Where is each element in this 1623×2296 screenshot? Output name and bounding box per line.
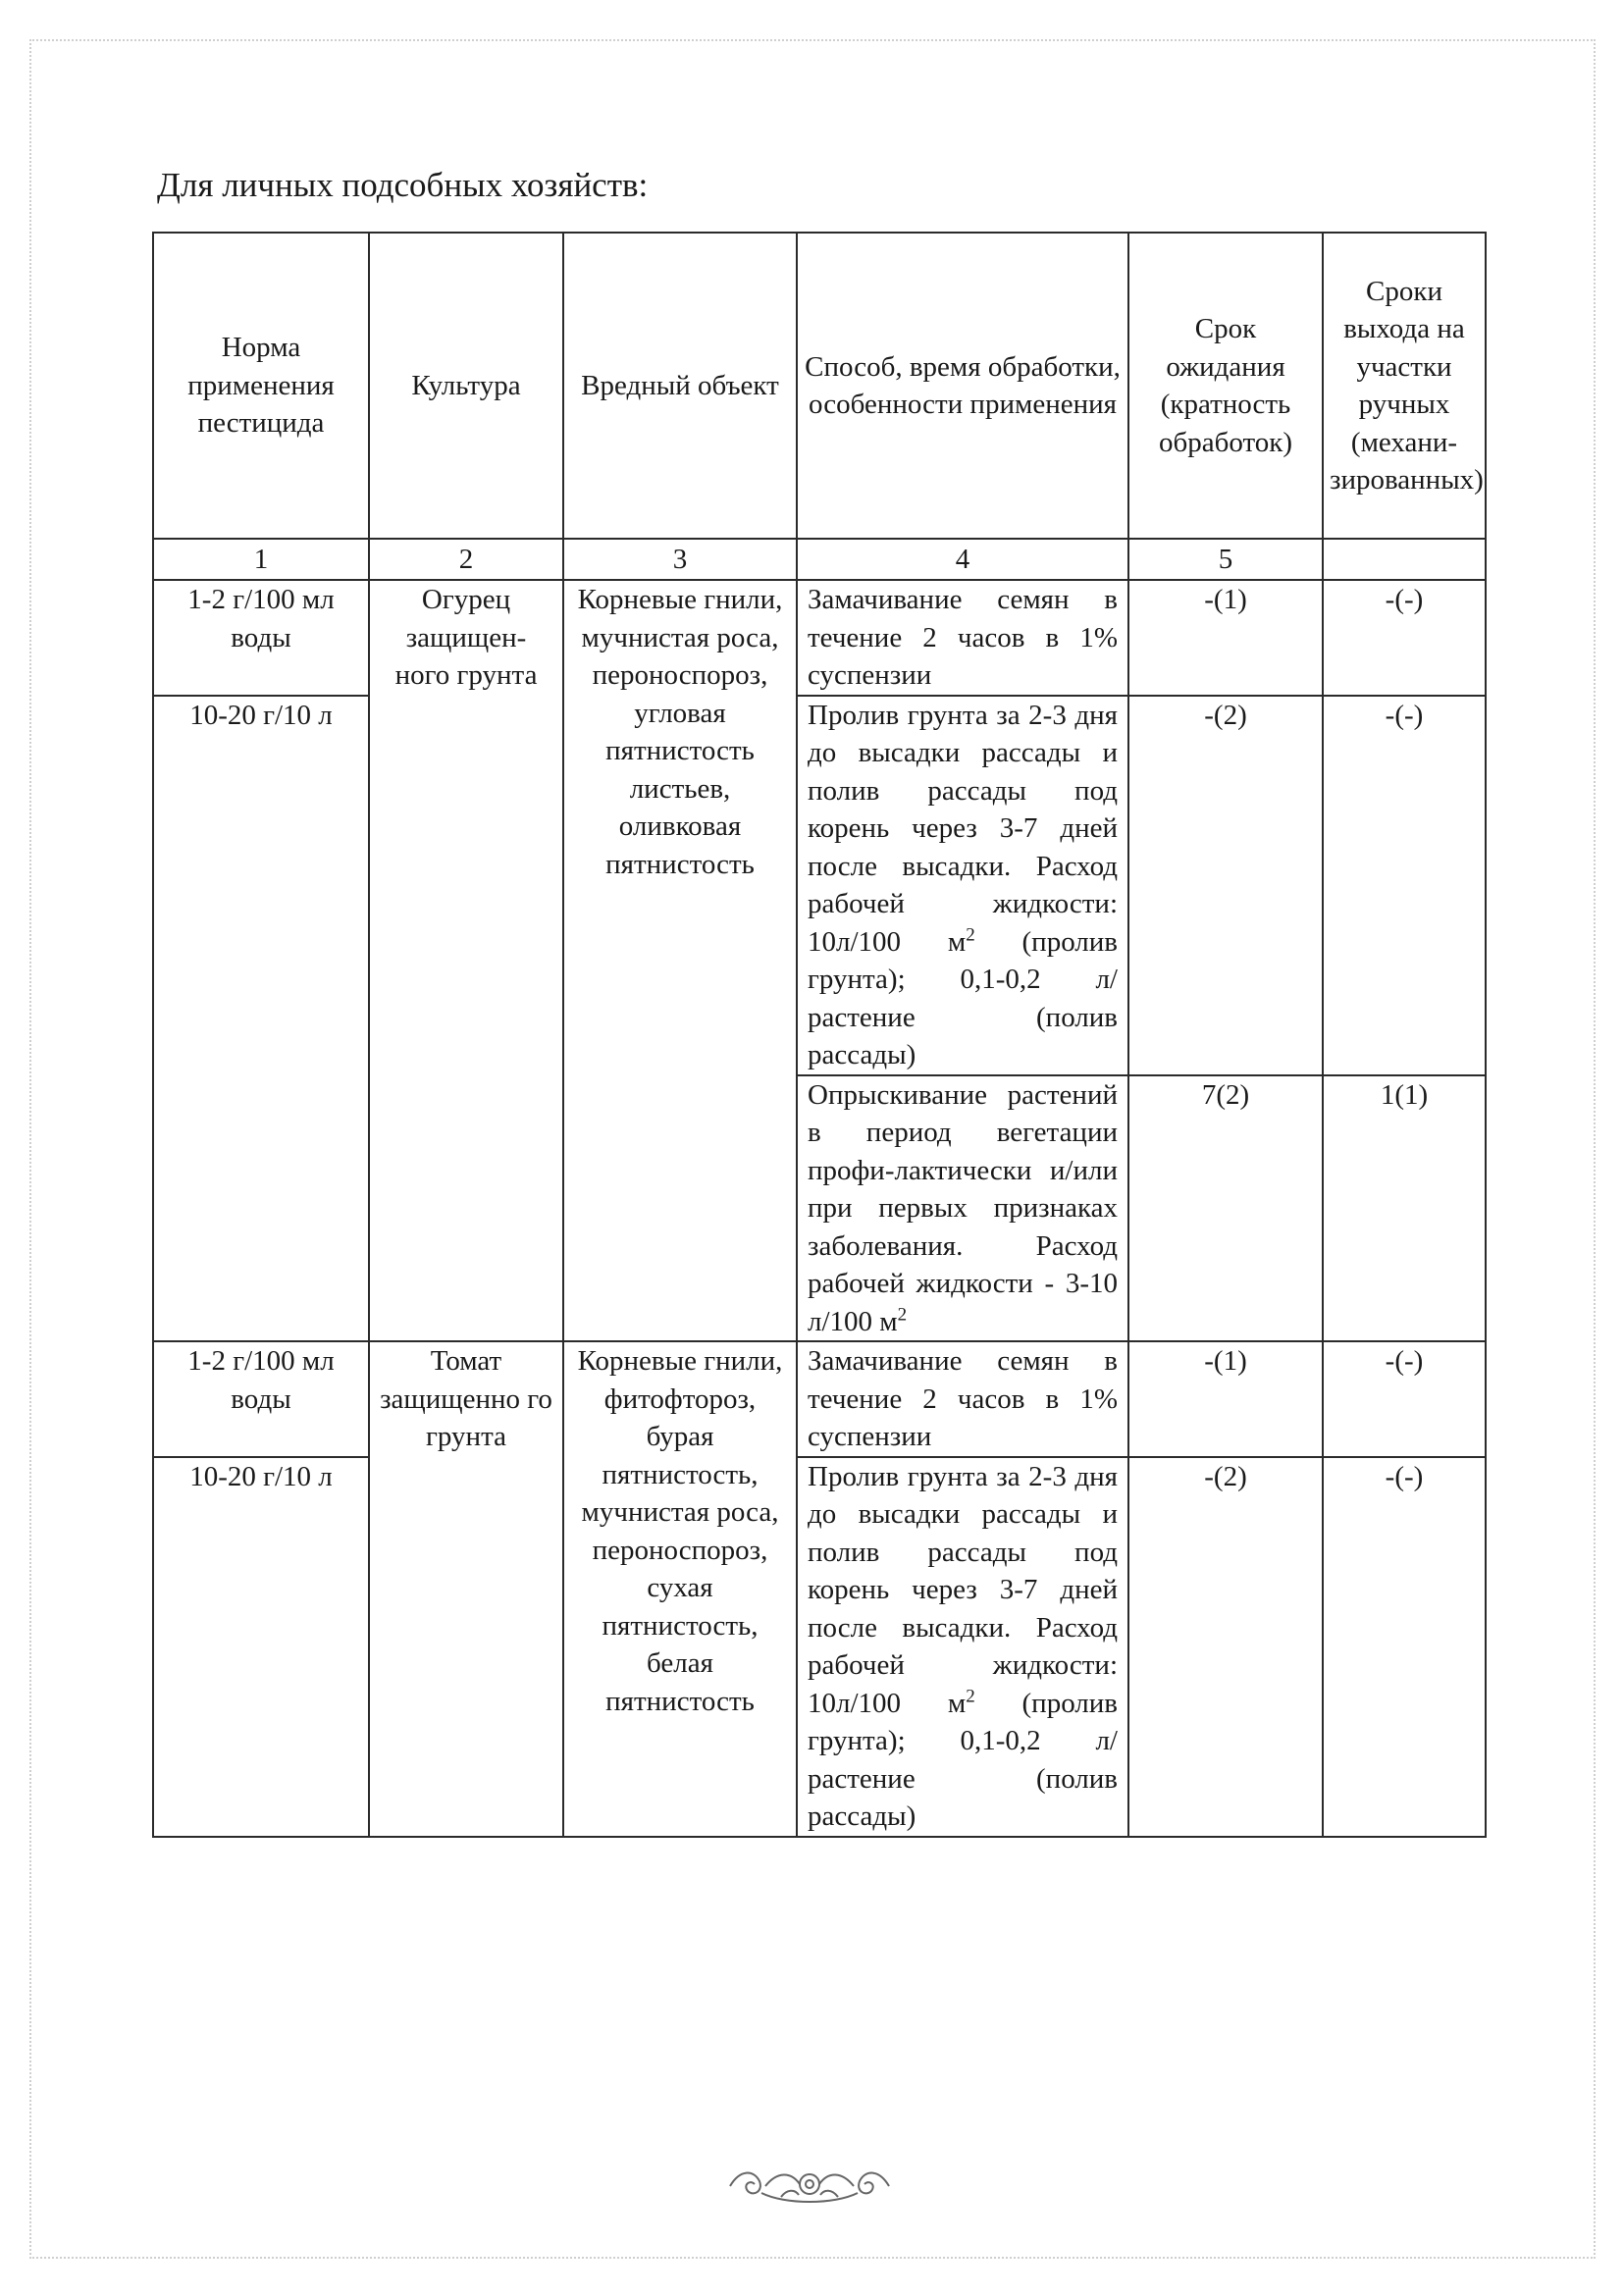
column-number: 3 [563, 539, 797, 580]
column-number: 4 [797, 539, 1128, 580]
rate-cell: 1-2 г/100 мл воды [153, 580, 369, 696]
table-row [153, 1457, 1486, 1837]
header-wait: Срок ожидания (кратность обработок) [1128, 233, 1323, 539]
table-row [153, 1341, 1486, 1457]
header-crop: Культура [369, 233, 563, 539]
wait-cell: 7(2) [1128, 1075, 1323, 1342]
section-heading: Для личных подсобных хозяйств: [157, 166, 649, 204]
method-cell: Замачивание семян в течение 2 часов в 1% суспензии [797, 1341, 1128, 1457]
method-text: (пролив грунта); 0,1-0,2 л/растение (полив рассады) [808, 1687, 1118, 1832]
wait-cell: -(2) [1128, 696, 1323, 1075]
superscript: 2 [966, 1685, 975, 1706]
header-rate: Норма применения пестицида [153, 233, 369, 539]
column-number [1323, 539, 1486, 580]
exit-cell: -(-) [1323, 1457, 1486, 1837]
rate-cell: 10-20 г/10 л [153, 1457, 369, 1837]
exit-cell: -(-) [1323, 580, 1486, 696]
wait-cell: -(1) [1128, 580, 1323, 696]
rate-cell: 10-20 г/10 л [153, 696, 369, 1342]
header-pest: Вредный объект [563, 233, 797, 539]
header-method: Способ, время обработки, особенности применения [797, 233, 1128, 539]
method-text: Пролив грунта за 2-3 дня до высадки рассады и полив рассады под корень через 3-7 дней после высадки. Расход рабочей жидкости: 10л/100 м [808, 1460, 1118, 1719]
crop-cell: Огурец защищен-ного грунта [369, 580, 563, 1341]
method-text: (пролив грунта); 0,1-0,2 л/растение (полив рассады) [808, 925, 1118, 1070]
method-text: Опрыскивание растений в период вегетации профи-лактически и/или при первых признаках заболевания. Расход рабочей жидкости - 3-10 л/100 м [808, 1078, 1118, 1337]
method-cell [797, 1075, 1128, 1342]
wait-cell: -(2) [1128, 1457, 1323, 1837]
method-cell: Замачивание семян в течение 2 часов в 1% суспензии [797, 580, 1128, 696]
method-cell [797, 1457, 1128, 1837]
wait-cell: -(1) [1128, 1341, 1323, 1457]
rate-cell: 1-2 г/100 мл воды [153, 1341, 369, 1457]
header-exit: Сроки выхода на участки ручных (механи-зированных) [1323, 233, 1486, 539]
header-row [153, 233, 1486, 539]
exit-cell: 1(1) [1323, 1075, 1486, 1342]
column-number: 1 [153, 539, 369, 580]
exit-cell: -(-) [1323, 1341, 1486, 1457]
pesticide-table [152, 232, 1487, 1838]
ornament-icon [726, 2164, 893, 2209]
column-number-row [153, 539, 1486, 580]
method-cell [797, 696, 1128, 1075]
pest-cell: Корневые гнили, мучнистая роса, пероноспороз, угловая пятнистость листьев, оливковая пятнистость [563, 580, 797, 1341]
column-number: 5 [1128, 539, 1323, 580]
pest-cell: Корневые гнили, фитофтороз, бурая пятнистость, мучнистая роса, пероноспороз, сухая пятнистость, белая пятнистость [563, 1341, 797, 1837]
superscript: 2 [966, 923, 975, 945]
crop-cell: Томат защищенно го грунта [369, 1341, 563, 1837]
exit-cell: -(-) [1323, 696, 1486, 1075]
column-number: 2 [369, 539, 563, 580]
superscript: 2 [897, 1303, 908, 1325]
table-row [153, 696, 1486, 1075]
method-text: Пролив грунта за 2-3 дня до высадки рассады и полив рассады под корень через 3-7 дней после высадки. Расход рабочей жидкости: 10л/100 м [808, 699, 1118, 958]
table-row [153, 580, 1486, 696]
